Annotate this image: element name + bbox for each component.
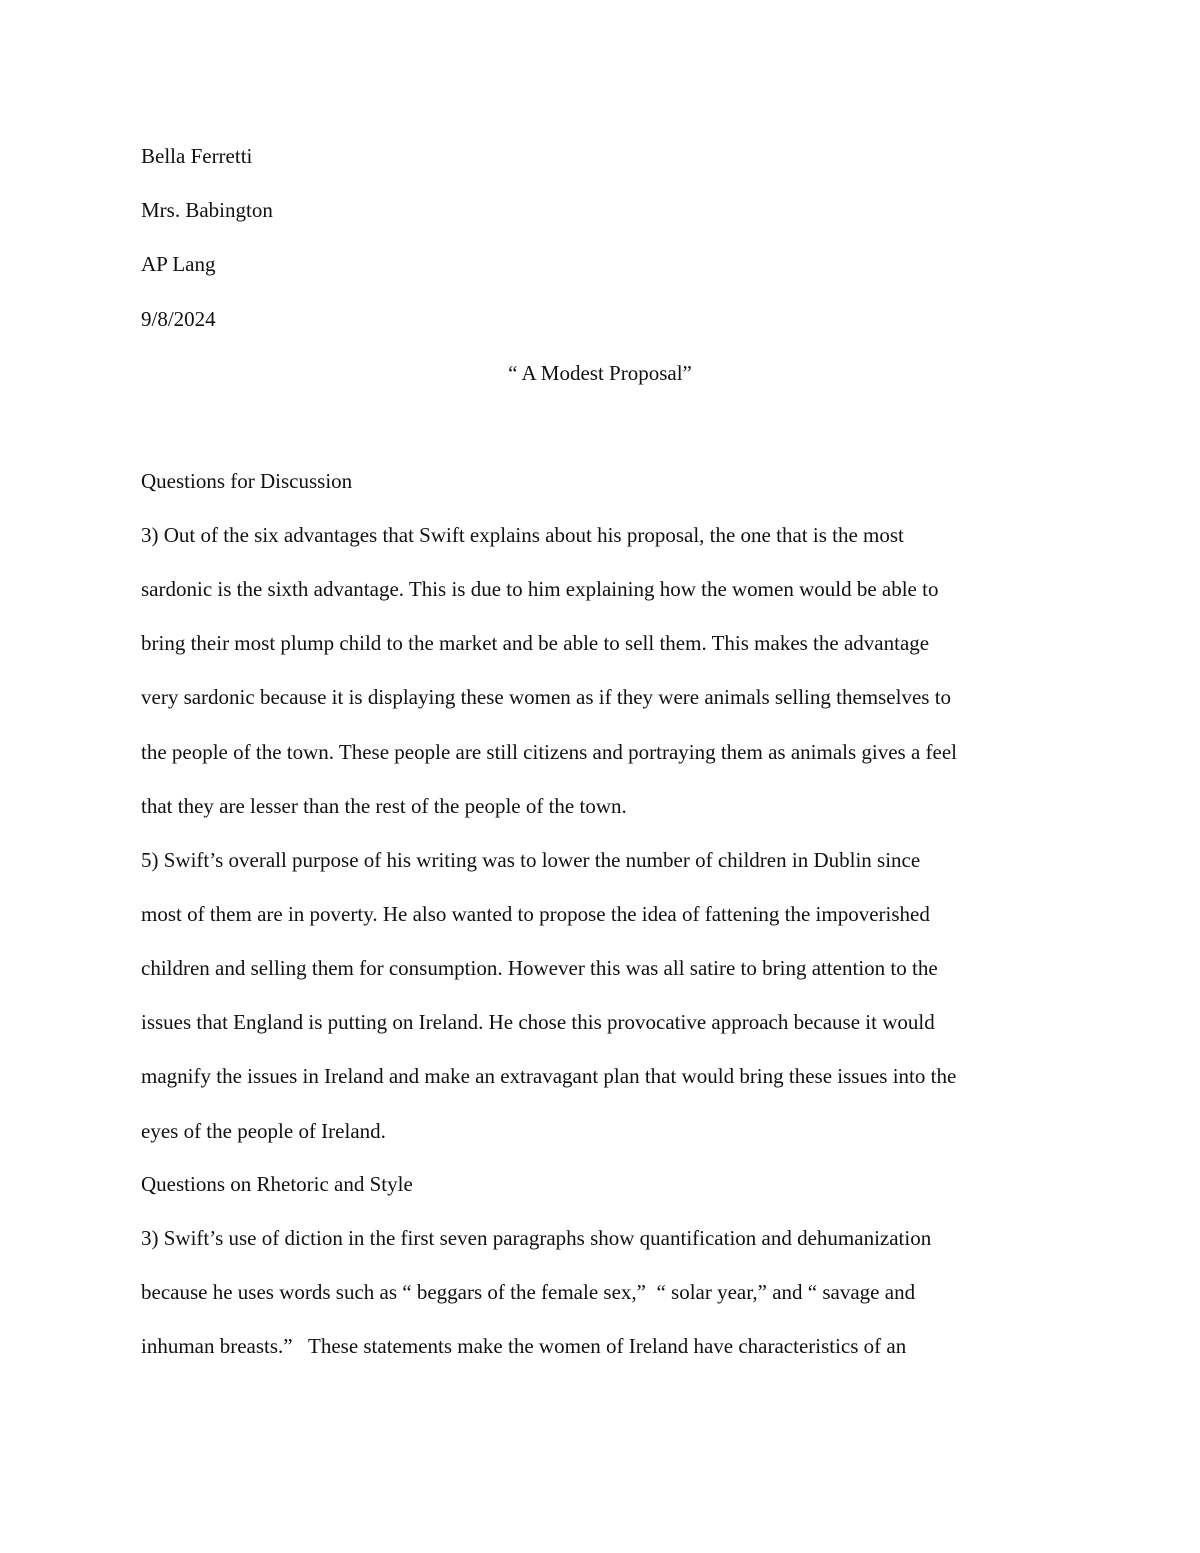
paragraph-line: 3) Out of the six advantages that Swift explains about his proposal, the one that is the most <box>141 523 904 547</box>
course-name: AP Lang <box>141 252 216 276</box>
section-heading-rhetoric: Questions on Rhetoric and Style <box>141 1172 413 1196</box>
date: 9/8/2024 <box>141 307 216 331</box>
teacher-name: Mrs. Babington <box>141 198 273 222</box>
section-heading-discussion: Questions for Discussion <box>141 469 353 493</box>
paragraph-line: because he uses words such as “ beggars of the female sex,” “ solar year,” and “ savage and <box>141 1280 916 1304</box>
paragraph-line: that they are lesser than the rest of the people of the town. <box>141 794 627 818</box>
paragraph-line: bring their most plump child to the market and be able to sell them. This makes the advantage <box>141 631 930 655</box>
essay-title: “ A Modest Proposal” <box>508 361 692 385</box>
paragraph-line: inhuman breasts.” These statements make the women of Ireland have characteristics of an <box>141 1334 907 1358</box>
paragraph-line: most of them are in poverty. He also wanted to propose the idea of fattening the impoverished <box>141 902 930 926</box>
paragraph-line: eyes of the people of Ireland. <box>141 1119 386 1143</box>
paragraph-line: sardonic is the sixth advantage. This is due to him explaining how the women would be able to <box>141 577 939 601</box>
paragraph-line: 3) Swift’s use of diction in the first seven paragraphs show quantification and dehumanization <box>141 1226 932 1250</box>
paragraph-line: issues that England is putting on Ireland. He chose this provocative approach because it would <box>141 1010 935 1034</box>
paragraph-line: the people of the town. These people are still citizens and portraying them as animals gives a feel <box>141 740 958 764</box>
paragraph-line: very sardonic because it is displaying these women as if they were animals selling themselves to <box>141 685 952 709</box>
paragraph-line: children and selling them for consumption. However this was all satire to bring attention to the <box>141 956 938 980</box>
paragraph-line: magnify the issues in Ireland and make an extravagant plan that would bring these issues into the <box>141 1064 957 1088</box>
paragraph-line: 5) Swift’s overall purpose of his writing was to lower the number of children in Dublin since <box>141 848 921 872</box>
student-name: Bella Ferretti <box>141 144 253 168</box>
